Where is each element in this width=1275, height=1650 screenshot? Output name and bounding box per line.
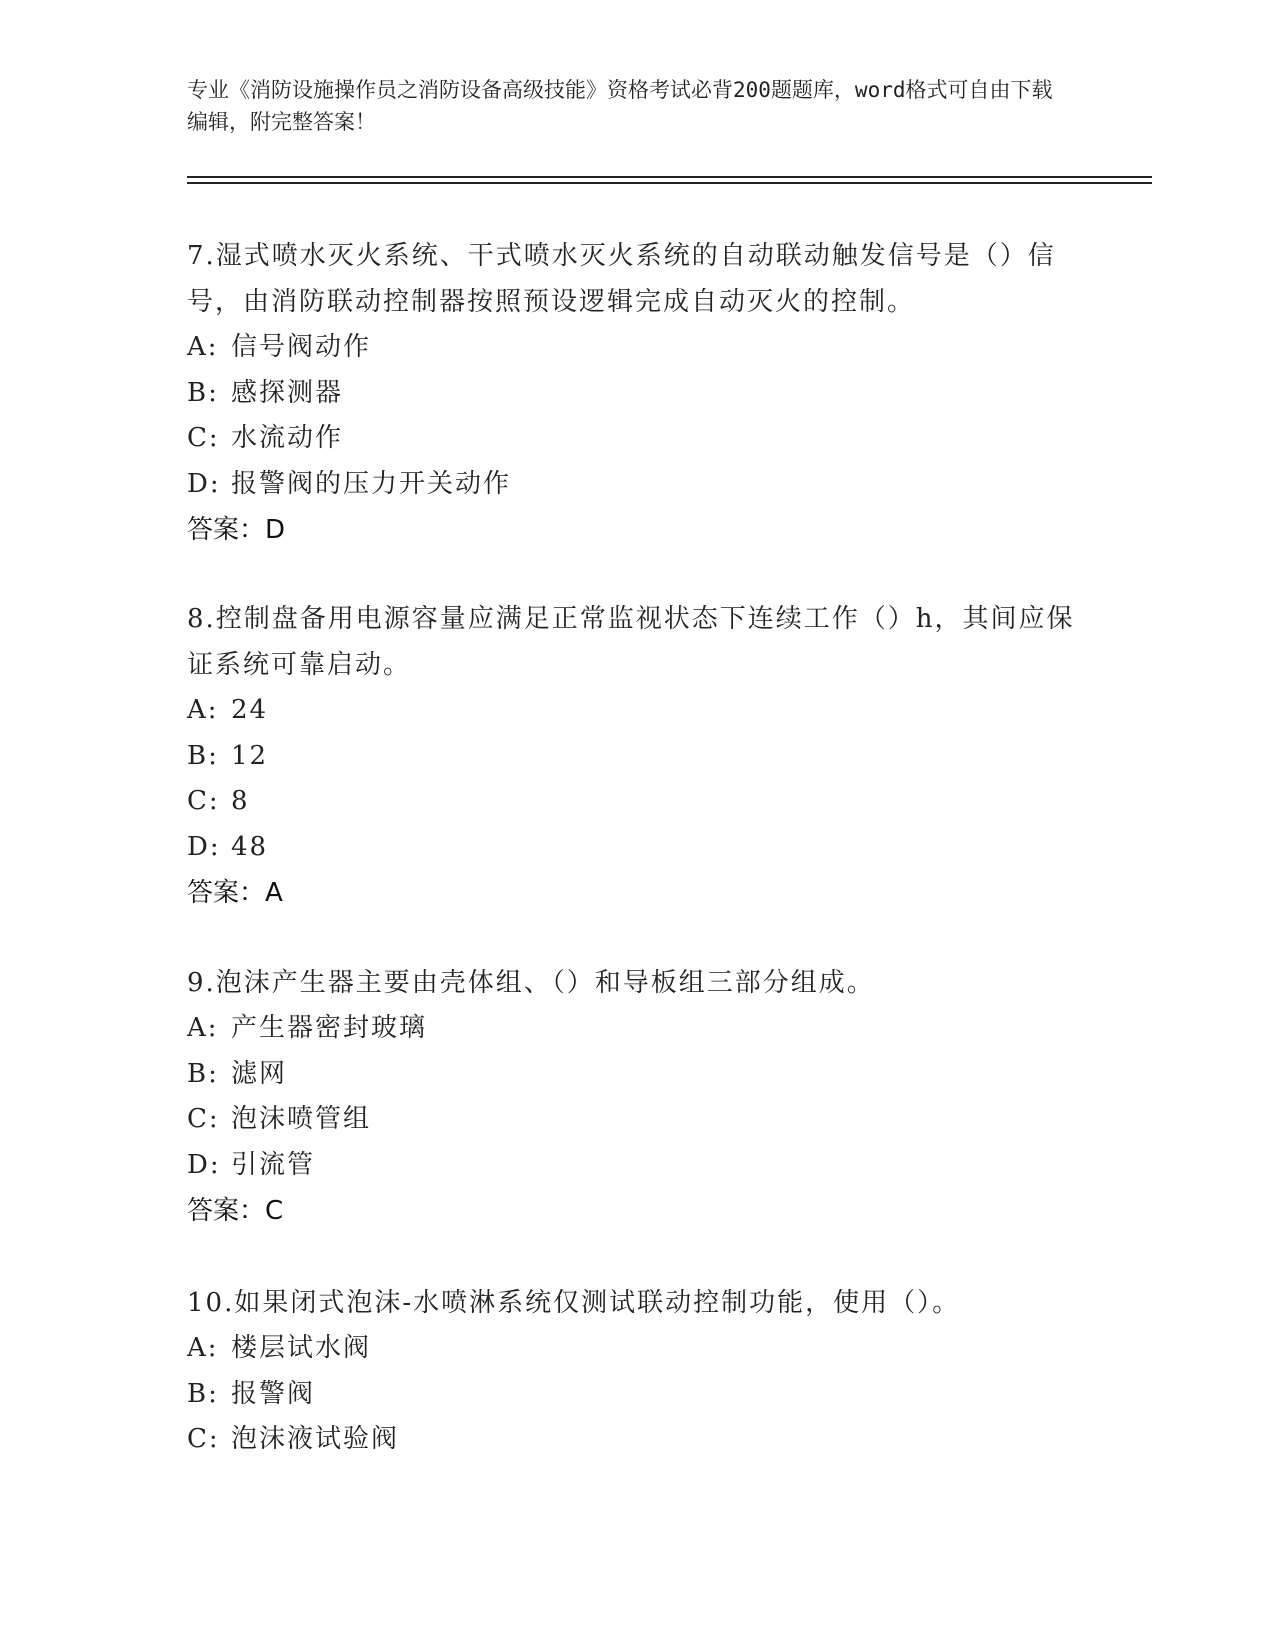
option-letter: C: — [187, 786, 220, 816]
option-text: 24 — [231, 695, 269, 725]
option-text: 引流管 — [231, 1149, 316, 1180]
answer-line: 答案：C — [187, 1196, 284, 1226]
header-divider-top — [187, 176, 1152, 178]
option-letter: B: — [187, 740, 219, 771]
option-text: 8 — [231, 786, 250, 816]
option-text: 48 — [231, 831, 269, 862]
option-text: 产生器密封玻璃 — [231, 1013, 428, 1043]
option-letter: C: — [187, 1424, 220, 1454]
option-text: 报警阀的压力开关动作 — [231, 468, 512, 499]
option-b — [187, 734, 1087, 780]
option-letter: A: — [187, 332, 219, 362]
option-text: 感探测器 — [231, 377, 344, 408]
option-text: 滤网 — [231, 1058, 288, 1089]
option-letter: A: — [187, 1333, 219, 1363]
option-b — [187, 1052, 1087, 1098]
option-letter: C: — [187, 423, 220, 453]
question-stem: 9.泡沫产生器主要由壳体组、（）和导板组三部分组成。 — [187, 968, 875, 998]
document-header: 专业《消防设施操作员之消防设备高级技能》资格考试必背200题题库，word格式可自由下载编辑，附完整答案！ — [187, 78, 1053, 134]
option-c — [187, 1097, 1087, 1143]
option-letter: C: — [187, 1104, 220, 1134]
option-letter: A: — [187, 1013, 219, 1043]
question-stem: 7.湿式喷水灭火系统、干式喷水灭火系统的自动联动触发信号是（）信号，由消防联动控制器按照预设逻辑完成自动灭火的控制。 — [187, 241, 1056, 317]
question-7 — [187, 233, 1087, 553]
option-a — [187, 1006, 1087, 1052]
question-stem: 8.控制盘备用电源容量应满足正常监视状态下连续工作（）h，其间应保证系统可靠启动。 — [187, 604, 1075, 680]
option-letter: D: — [187, 468, 221, 499]
question-10 — [187, 1280, 1087, 1463]
option-text: 泡沫液试验阀 — [231, 1424, 400, 1454]
option-text: 水流动作 — [231, 423, 344, 453]
option-d — [187, 825, 1087, 871]
option-d — [187, 462, 1087, 508]
option-b — [187, 1372, 1087, 1418]
option-letter: B: — [187, 1378, 219, 1409]
option-c — [187, 416, 1087, 462]
option-letter: B: — [187, 377, 219, 408]
option-a — [187, 325, 1087, 371]
option-letter: B: — [187, 1058, 219, 1089]
option-text: 楼层试水阀 — [231, 1333, 372, 1363]
option-text: 泡沫喷管组 — [231, 1104, 372, 1134]
option-letter: D: — [187, 1149, 221, 1180]
option-text: 报警阀 — [231, 1378, 316, 1409]
option-d — [187, 1143, 1087, 1189]
question-8 — [187, 596, 1087, 916]
header-divider-bottom — [187, 182, 1152, 184]
option-b — [187, 371, 1087, 417]
option-text: 12 — [231, 740, 269, 771]
question-stem: 10.如果闭式泡沫-水喷淋系统仅测试联动控制功能，使用（）。 — [187, 1288, 961, 1318]
option-a — [187, 688, 1087, 734]
option-text: 信号阀动作 — [231, 332, 372, 362]
answer-line: 答案：A — [187, 878, 283, 908]
option-c — [187, 779, 1087, 825]
option-letter: D: — [187, 831, 221, 862]
answer-line: 答案：D — [187, 515, 286, 545]
option-c — [187, 1417, 1087, 1463]
option-letter: A: — [187, 695, 219, 725]
question-9 — [187, 960, 1087, 1234]
option-a — [187, 1326, 1087, 1372]
